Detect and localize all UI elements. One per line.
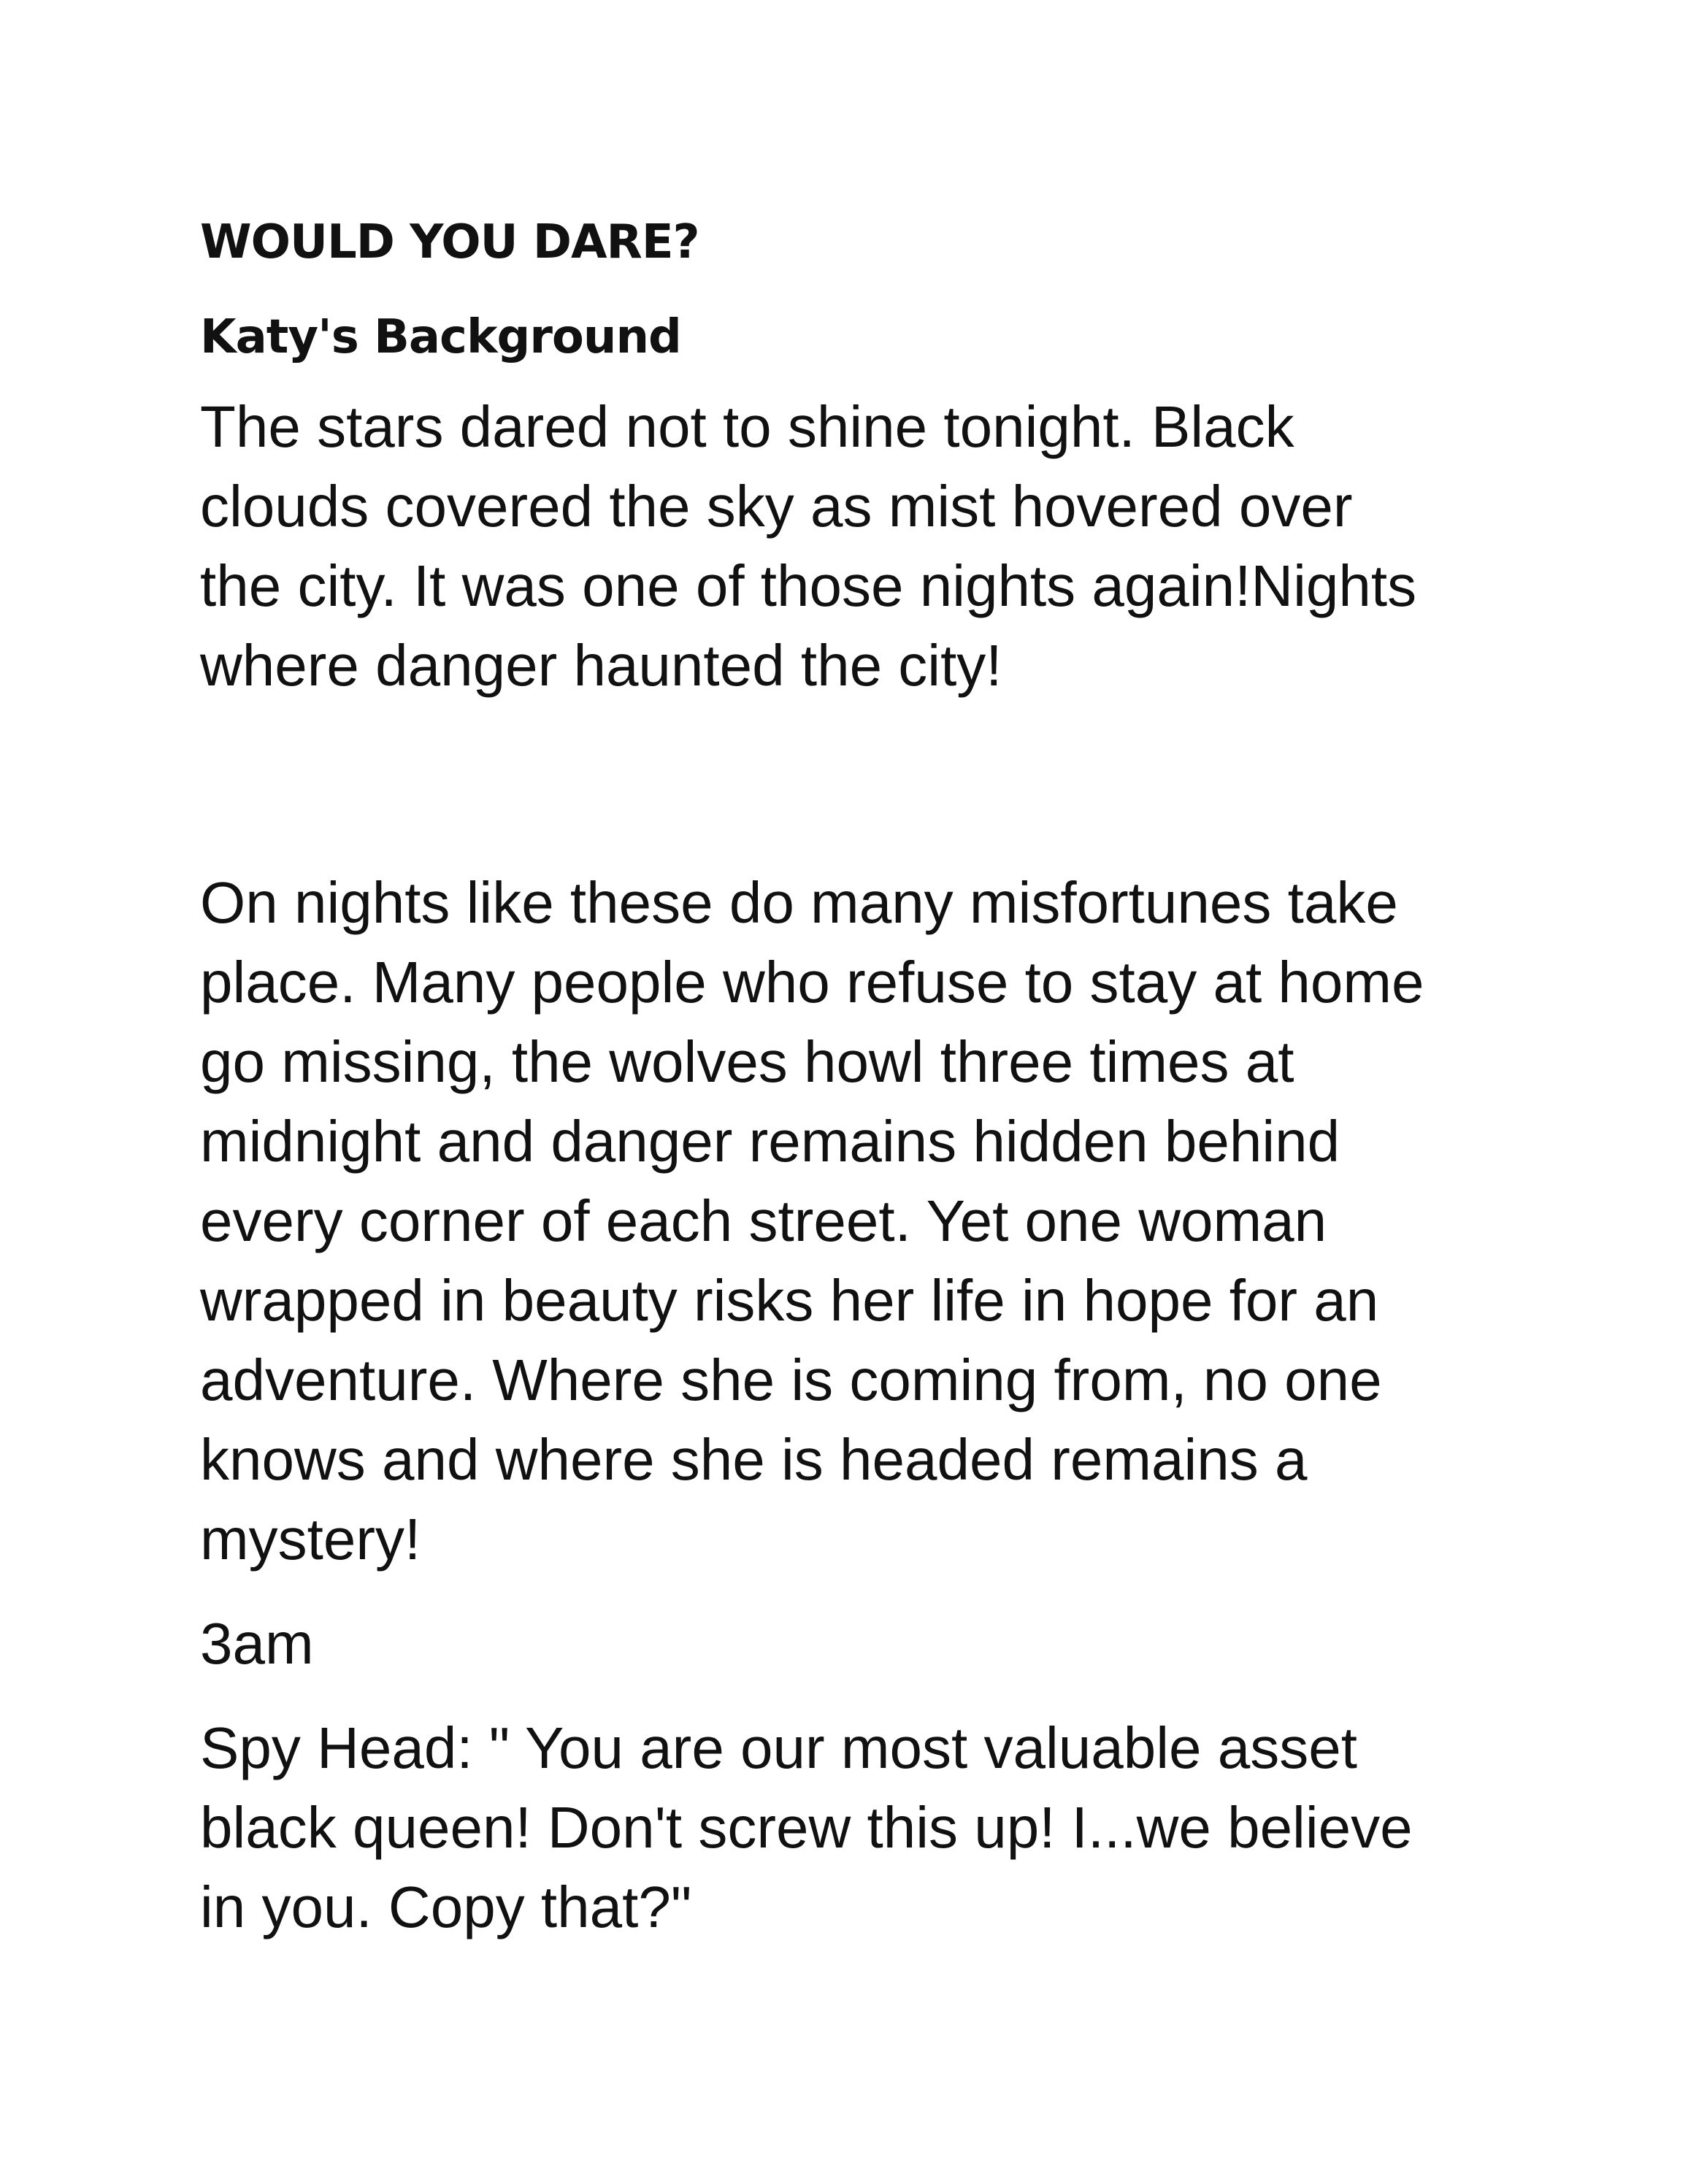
paragraph-line: clouds covered the sky as mist hovered over [200,474,1353,539]
paragraph-line: knows and where she is headed remains a [200,1427,1308,1492]
time-label: 3am [200,1611,314,1676]
paragraph-line: midnight and danger remains hidden behind [200,1109,1340,1174]
paragraph-line: where danger haunted the city! [200,633,1002,698]
paragraph-line: the city. It was one of those nights again!Nights [200,553,1417,618]
paragraph-line: mystery! [200,1507,421,1572]
paragraph-line: On nights like these do many misfortunes take [200,870,1398,935]
paragraph-line: in you. Copy that?" [200,1875,692,1939]
document-title: WOULD YOU DARE? [200,215,699,269]
paragraph-opening [200,387,1514,705]
section-heading: Katy's Background [200,310,681,364]
paragraph-line: black queen! Don't screw this up! I...we believe [200,1795,1413,1860]
paragraph-line: adventure. Where she is coming from, no one [200,1347,1382,1412]
paragraph-line: wrapped in beauty risks her life in hope for an [200,1268,1379,1333]
paragraph-line: go missing, the wolves howl three times at [200,1029,1294,1094]
paragraph-line: Spy Head: " You are our most valuable asset [200,1715,1357,1780]
paragraph-line: place. Many people who refuse to stay at home [200,950,1424,1015]
paragraph-line: The stars dared not to shine tonight. Black [200,394,1294,459]
paragraph-line: every corner of each street. Yet one woman [200,1188,1327,1253]
paragraph-dialogue [200,1708,1514,1947]
paragraph-misfortunes [200,863,1514,1579]
document-page [200,199,1514,1947]
